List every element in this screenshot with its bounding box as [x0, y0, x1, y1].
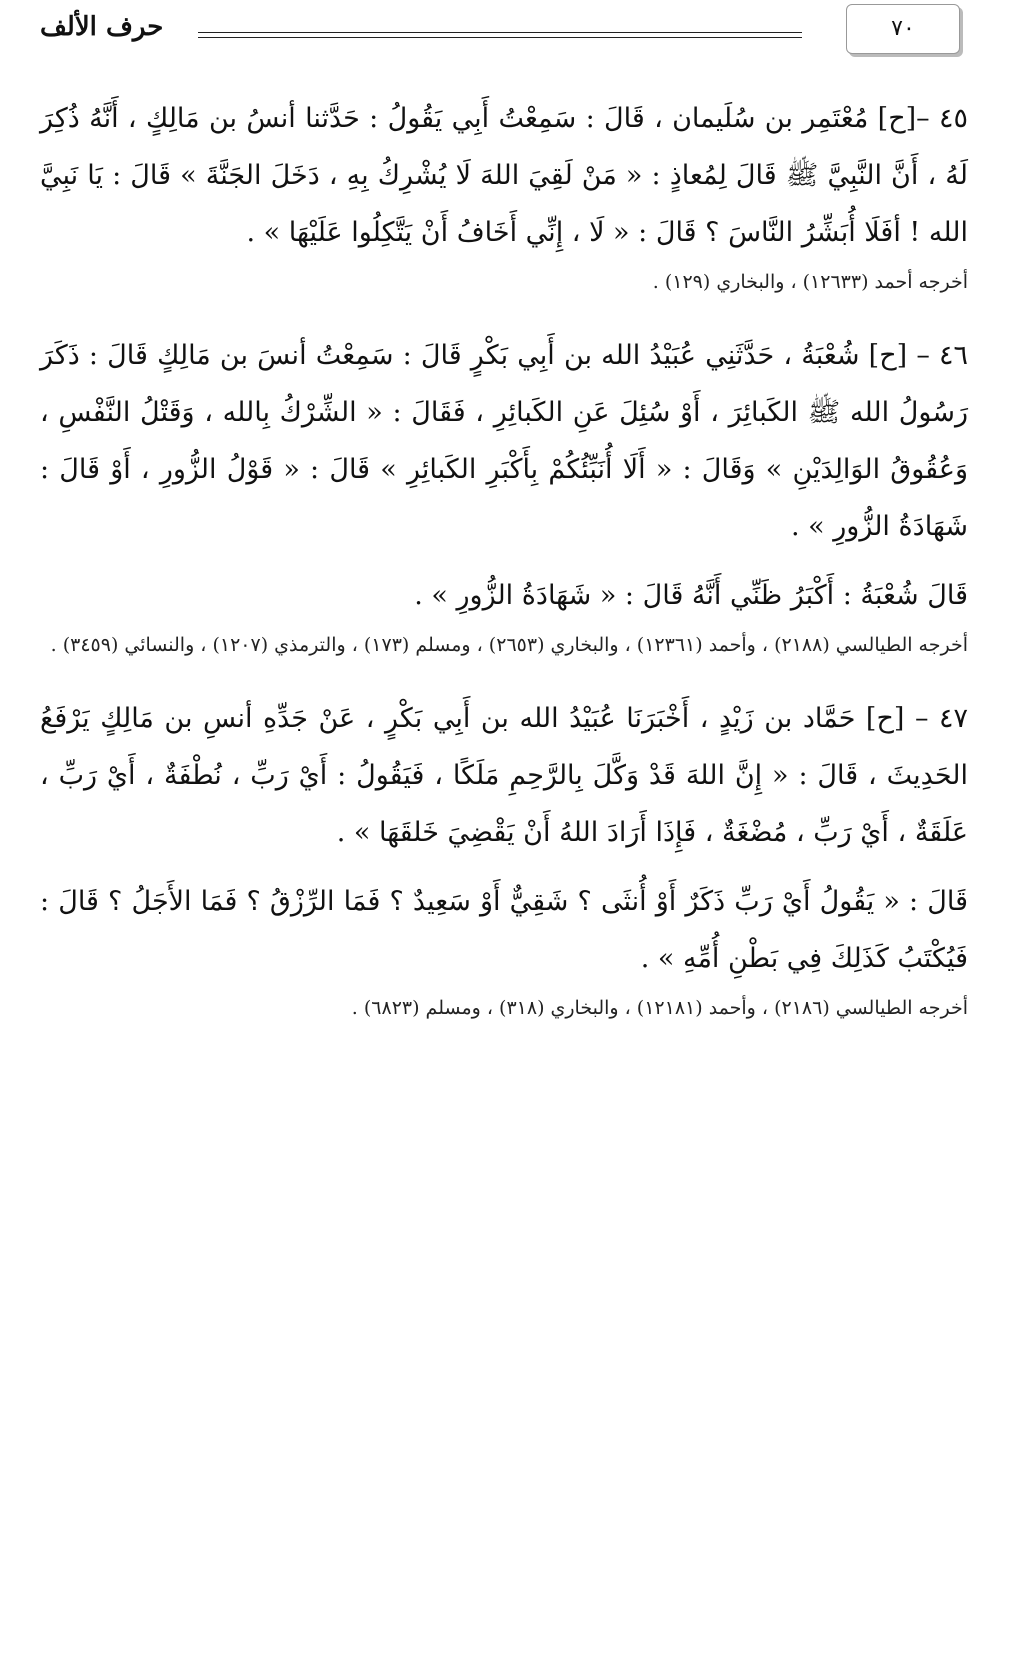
header-rule: [198, 32, 802, 38]
hadith-extra: قَالَ : « يَقُولُ أَيْ رَبِّ ذَكَرٌ أَوْ أُنثَى ؟ شَقِيٌّ أَوْ سَعِيدٌ ؟ فَمَا الرِّزْقُ ؟ فَمَا الأَجَلُ ؟ قَالَ : فَيُكْتَبُ كَذَلِكَ فِي بَطْنِ أُمِّهِ » .: [40, 886, 968, 974]
hadith-reference: أخرجه الطيالسي (٢١٨٨) ، وأحمد (١٢٣٦١) ، والبخاري (٢٦٥٣) ، ومسلم (١٧٣) ، والترمذي (١٢٠٧) ، والنسائي (٣٤٥٩) .: [50, 634, 968, 656]
chapter-title: حرف الألف: [40, 12, 164, 42]
hadith-text: ٤٥ –[ح] مُعْتَمِر بن سُلَيمان ، قَالَ : سَمِعْتُ أَبِي يَقُولُ : حَدَّثنا أنسُ بن مَالِكٍ ، أَنَّهُ ذُكِرَ لَهُ ، أَنَّ النَّبِيَّ ﷺ قَالَ لِمُعاذٍ : « مَنْ لَقِيَ اللهَ لَا يُشْرِكُ بِهِ ، دَخَلَ الجَنَّةَ » قَالَ : يَا نَبِيَّ الله ! أفَلَا أُبَشِّرُ النَّاسَ ؟ قَالَ : « لَا ، إِنِّي أَخَافُ أَنْ يَتَّكِلُوا عَلَيْهَا » .: [40, 103, 968, 248]
page-header: [0, 0, 1010, 70]
hadith-46: [40, 327, 968, 666]
page-content: [40, 90, 968, 1029]
page-number: ٧٠: [846, 4, 960, 54]
hadith-45: [40, 90, 968, 303]
hadith-extra: قَالَ شُعْبَةُ : أَكْبَرُ ظَنِّي أَنَّهُ قَالَ : « شَهَادَةُ الزُّورِ » .: [414, 580, 968, 611]
hadith-text: ٤٧ – [ح] حَمَّاد بن زَيْدٍ ، أَخْبَرَنَا عُبَيْدُ الله بن أَبِي بَكْرٍ ، عَنْ جَدِّهِ أنسِ بن مَالِكٍ يَرْفَعُ الحَدِيثَ ، قَالَ : « إِنَّ اللهَ قَدْ وَكَّلَ بِالرَّحِمِ مَلَكًا ، فَيَقُولُ : أَيْ رَبِّ ، نُطْفَةٌ ، أَيْ رَبِّ ، عَلَقَةٌ ، أَيْ رَبِّ ، مُضْغَةٌ ، فَإِذَا أَرَادَ اللهُ أَنْ يَقْضِيَ خَلقَهَا » .: [40, 703, 968, 848]
hadith-reference: أخرجه الطيالسي (٢١٨٦) ، وأحمد (١٢١٨١) ، والبخاري (٣١٨) ، ومسلم (٦٨٢٣) .: [351, 997, 968, 1019]
hadith-47: [40, 690, 968, 1029]
hadith-text: ٤٦ – [ح] شُعْبَةُ ، حَدَّثَنِي عُبَيْدُ الله بن أَبِي بَكْرٍ قَالَ : سَمِعْتُ أنسَ بن مَالِكٍ قَالَ : ذَكَرَ رَسُولُ الله ﷺ الكَبائِرَ ، أَوْ سُئِلَ عَنِ الكَبائِرِ ، فَقَالَ : « الشِّرْكُ بِالله ، وَقَتْلُ النَّفْسِ ، وَعُقُوقُ الوَالِدَيْنِ » وَقَالَ : « أَلَا أُنَبِّئُكُمْ بِأَكْبَرِ الكَبائِرِ » قَالَ : « قَوْلُ الزُّورِ ، أَوْ قَالَ : شَهَادَةُ الزُّورِ » .: [40, 340, 968, 542]
hadith-reference: أخرجه أحمد (١٢٦٣٣) ، والبخاري (١٢٩) .: [652, 271, 968, 293]
